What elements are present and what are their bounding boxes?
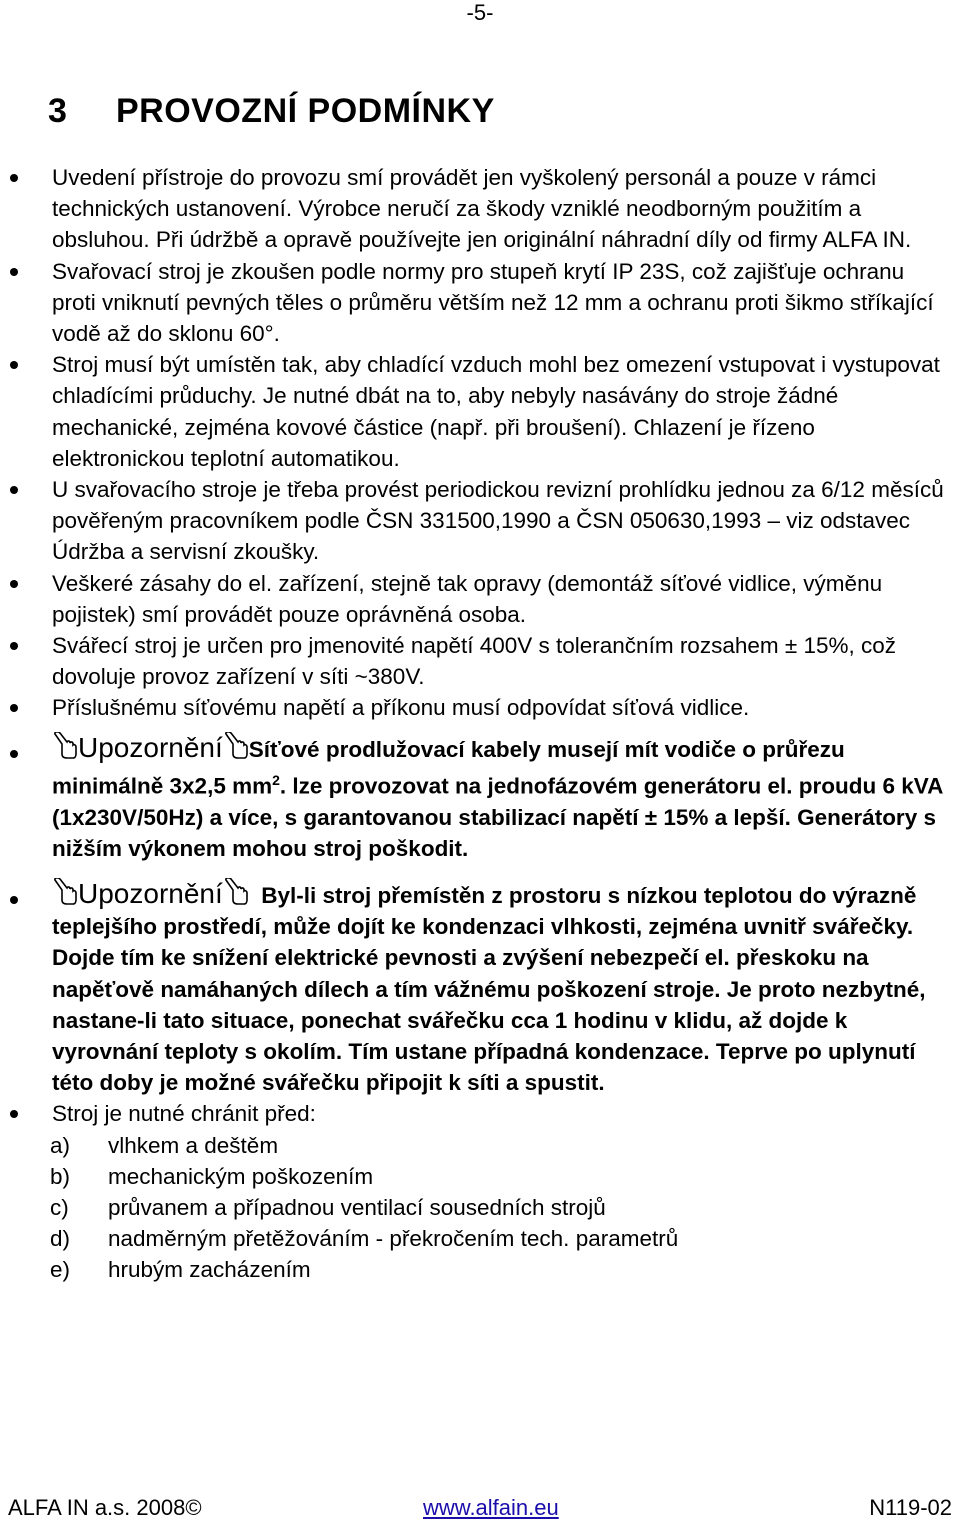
list-item: U svařovacího stroje je třeba provést periodickou revizní prohlídku jednou za 6/12 měsíců pověřeným pracovníkem podle ČSN 331500,1990 a ČSN 050630,1993 – viz odstavec Údržba a servisní zkoušky. bbox=[0, 474, 960, 568]
warning-text: . lze provozovat na jednofázovém generátoru el. proudu 6 kVA (1x230V/50Hz) a více, s garantovanou stabilizací napětí ± 15% a lepší. Generátory s nižším výkonem mohou stroj poškodit. bbox=[52, 773, 943, 861]
bullet-dot bbox=[10, 361, 18, 369]
sublist-item: c) průvanem a případnou ventilací sousedních strojů bbox=[50, 1195, 606, 1220]
footer-doc-code: N119-02 bbox=[869, 1495, 952, 1520]
warning-item-condensation bbox=[0, 878, 960, 1098]
superscript: 2 bbox=[272, 771, 280, 788]
bullet-dot bbox=[10, 750, 18, 758]
bullet-dot bbox=[10, 580, 18, 588]
warning-label: Upozornění bbox=[78, 731, 223, 763]
pointing-hand-icon bbox=[52, 878, 78, 906]
conditions-list bbox=[0, 162, 960, 1286]
bullet-dot bbox=[10, 174, 18, 182]
bullet-dot bbox=[10, 896, 18, 904]
section-heading bbox=[48, 92, 495, 131]
list-item: Svařovací stroj je zkoušen podle normy pro stupeň krytí IP 23S, což zajišťuje ochranu proti vniknutí pevných těles o průměru větším než 12 mm a ochranu proti šikmo stříkající vodě až do sklonu 60°. bbox=[0, 256, 960, 350]
list-item: Veškeré zásahy do el. zařízení, stejně tak opravy (demontáž síťové vidlice, výměnu pojistek) smí provádět pouze oprávněná osoba. bbox=[0, 568, 960, 630]
pointing-hand-icon bbox=[52, 732, 78, 760]
pointing-hand-icon bbox=[223, 732, 249, 760]
sublist-item: b) mechanickým poškozením bbox=[50, 1163, 374, 1189]
warning-text: Byl-li stroj přemístěn z prostoru s nízkou teplotou do výrazně teplejšího prostředí, může dojít ke kondenzaci vlhkosti, zejména uvnitř svářečky. Dojde tím ke snížení elektrické pevnosti a zvýšení nebezpečí el. přeskoku na napěťově namáhaných dílech a tím vážnému poškození stroje. Je proto nezbytné, nastane-li tato situace, ponechat svářečku cca 1 hodinu v klidu, až dojde k vyrovnání teploty s okolím. Tím ustane případná kondenzace. Teprve po uplynutí této doby je možné svářečku připojit k síti a spustit. bbox=[52, 882, 926, 1096]
sublist-item: a) vlhkem a deštěm bbox=[50, 1132, 279, 1158]
bullet-dot bbox=[10, 268, 18, 276]
protection-intro: Stroj je nutné chránit před: bbox=[52, 1101, 316, 1127]
warning-item-extension-cables bbox=[0, 732, 960, 864]
list-item-protection bbox=[0, 1098, 960, 1129]
sublist-item: d) nadměrným přetěžováním - překročením tech. parametrů bbox=[50, 1226, 679, 1252]
bullet-dot bbox=[10, 704, 18, 712]
list-item: Příslušnému síťovému napětí a příkonu musí odpovídat síťová vidlice. bbox=[0, 692, 960, 723]
footer-website-link[interactable]: www.alfain.eu bbox=[423, 1495, 559, 1520]
bullet-dot bbox=[10, 1110, 18, 1118]
list-item: Svářecí stroj je určen pro jmenovité napětí 400V s tolerančním rozsahem ± 15%, což dovoluje provoz zařízení v síti ~380V. bbox=[0, 630, 960, 692]
bullet-dot bbox=[10, 486, 18, 494]
bullet-dot bbox=[10, 642, 18, 650]
warning-label: Upozornění bbox=[78, 877, 223, 909]
sublist-item: e) hrubým zacházením bbox=[50, 1257, 311, 1283]
section-title: PROVOZNÍ PODMÍNKY bbox=[116, 92, 495, 130]
list-item: Uvedení přístroje do provozu smí provádět jen vyškolený personál a pouze v rámci technických ustanovení. Výrobce neručí za škody vzniklé neodborným použitím a obsluhou. Při údržbě a opravě používejte jen originální náhradní díly od firmy ALFA IN. bbox=[0, 162, 960, 256]
section-number: 3 bbox=[48, 92, 68, 130]
footer-copyright: ALFA IN a.s. 2008© bbox=[8, 1495, 202, 1520]
warning-text: Síťové prodlužovací kabely musejí mít vodiče o průřezu minimálně 3x2,5 mm bbox=[52, 736, 845, 799]
pointing-hand-icon bbox=[223, 878, 249, 906]
list-item: Stroj musí být umístěn tak, aby chladící vzduch mohl bez omezení vstupovat i vystupovat chladícími průduchy. Je nutné dbát na to, aby nebyly nasávány do stroje žádné mechanické, zejména kovové částice (např. při broušení). Chlazení je řízeno elektronickou teplotní automatikou. bbox=[0, 349, 960, 474]
page-number: -5- bbox=[466, 0, 494, 25]
protection-sublist bbox=[0, 1130, 960, 1286]
